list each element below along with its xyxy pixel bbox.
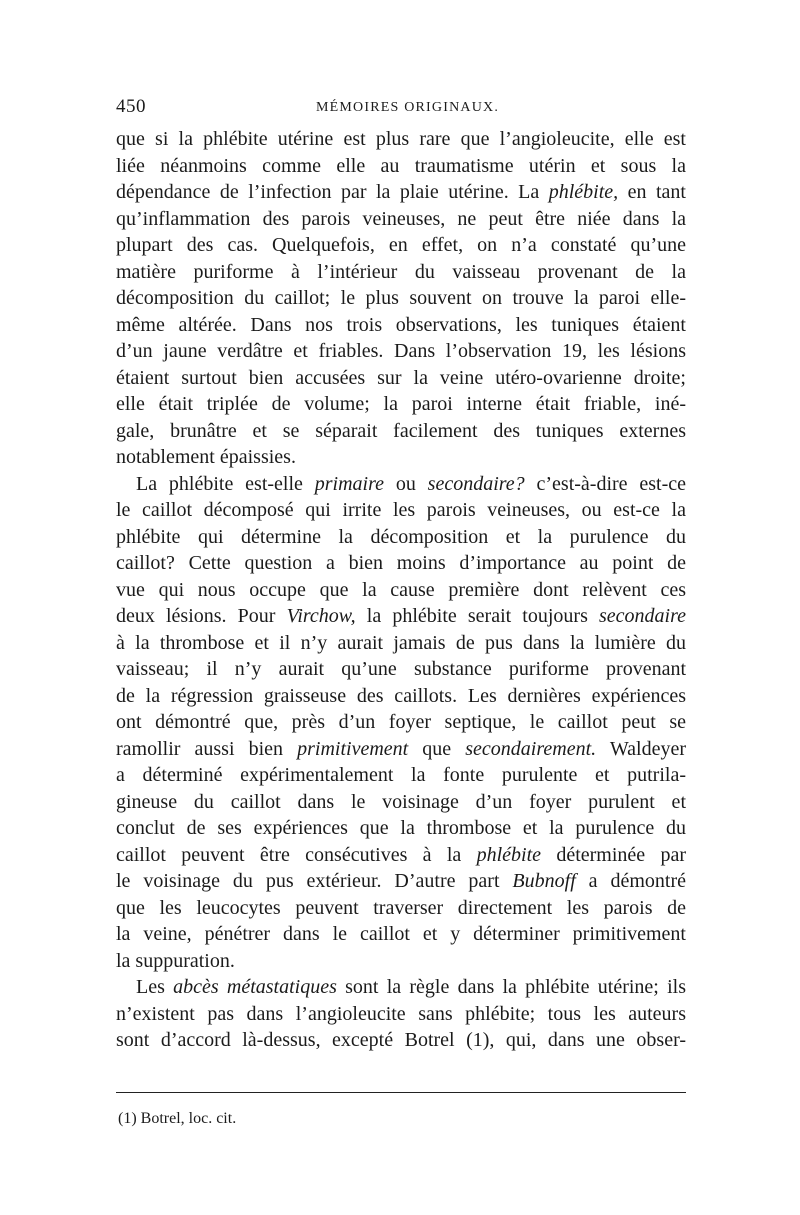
text-line: à la thrombose et il n’y aurait jamais de pus dans la lumière du <box>116 631 686 654</box>
paragraph-2 <box>116 471 686 975</box>
text-line: ont démontré que, près d’un foyer septique, le caillot peut se <box>116 711 686 733</box>
text-line: que si la phlébite utérine est plus rare que l’angioleucite, elle est <box>116 128 686 150</box>
text-line: la suppuration. <box>116 949 235 972</box>
text-line: vue qui nous occupe que la cause première dont relèvent ces <box>116 578 686 601</box>
text-line: liée néanmoins comme elle au traumatisme utérin et sous la <box>116 154 686 177</box>
text-line: notablement épaissies. <box>116 446 296 468</box>
text-line: Les abcès métastatiques sont la règle dans la phlébite utérine; ils <box>136 976 686 998</box>
text-line: la veine, pénétrer dans le caillot et y déterminer primitivement <box>116 923 686 945</box>
text-line: caillot peuvent être consécutives à la phlébite déterminée par <box>116 843 686 866</box>
text-line: conclut de ses expériences que la thrombose et la purulence du <box>116 817 686 839</box>
text-line: le voisinage du pus extérieur. D’autre part Bubnoff a démontré <box>116 870 687 892</box>
text-line: étaient surtout bien accusées sur la veine utéro-ovarienne droite; <box>116 366 686 389</box>
text-line: a déterminé expérimentalement la fonte purulente et putrila- <box>116 764 686 786</box>
text-line: d’un jaune verdâtre et friables. Dans l’observation 19, les lésions <box>116 340 686 362</box>
text-line: caillot? Cette question a bien moins d’importance au point de <box>116 552 686 574</box>
text-line: de la régression graisseuse des caillots. Les dernières expériences <box>116 684 686 707</box>
text-line: n’existent pas dans l’angioleucite sans phlébite; tous les auteurs <box>116 1002 686 1025</box>
text-line: plupart des cas. Quelquefois, en effet, on n’a constaté qu’une <box>116 234 686 256</box>
page <box>116 96 687 1127</box>
text-line: le caillot décomposé qui irrite les parois veineuses, ou est-ce la <box>116 499 686 521</box>
text-line: dépendance de l’infection par la plaie utérine. La phlébite, en tant <box>116 181 686 203</box>
text-line: décomposition du caillot; le plus souvent on trouve la paroi elle- <box>116 287 686 309</box>
text-line: phlébite qui détermine la décomposition et la purulence du <box>116 525 686 548</box>
running-title: MÉMOIRES ORIGINAUX. <box>316 100 500 115</box>
running-head <box>116 96 686 126</box>
paragraph-1 <box>116 126 686 471</box>
text-line: sont d’accord là-dessus, excepté Botrel (1), qui, dans une obser- <box>116 1029 686 1051</box>
text-line: elle était triplée de volume; la paroi interne était friable, iné- <box>116 393 686 415</box>
text-line: ramollir aussi bien primitivement que secondairement. Waldeyer <box>116 737 686 760</box>
text-line: deux lésions. Pour Virchow, la phlébite serait toujours secondaire <box>116 605 687 627</box>
text-line: matière puriforme à l’intérieur du vaisseau provenant de la <box>116 260 686 283</box>
footnote-divider <box>116 1092 686 1093</box>
text-line: gale, brunâtre et se séparait facilement des tuniques externes <box>116 419 686 442</box>
text-line: vaisseau; il n’y aurait qu’une substance puriforme provenant <box>116 658 686 680</box>
body-text <box>116 126 686 1054</box>
text-line: gineuse du caillot dans le voisinage d’un foyer purulent et <box>116 790 686 813</box>
text-line: qu’inflammation des parois veineuses, ne peut être niée dans la <box>116 207 686 230</box>
text-line: même altérée. Dans nos trois observations, les tuniques étaient <box>116 313 686 336</box>
text-line: que les leucocytes peuvent traverser directement les parois de <box>116 896 686 919</box>
footnote: (1) Botrel, loc. cit. <box>118 1110 237 1127</box>
text-line: La phlébite est-elle primaire ou secondaire? c’est-à-dire est-ce <box>136 472 686 495</box>
page-number: 450 <box>116 96 146 117</box>
paragraph-3 <box>116 974 686 1054</box>
